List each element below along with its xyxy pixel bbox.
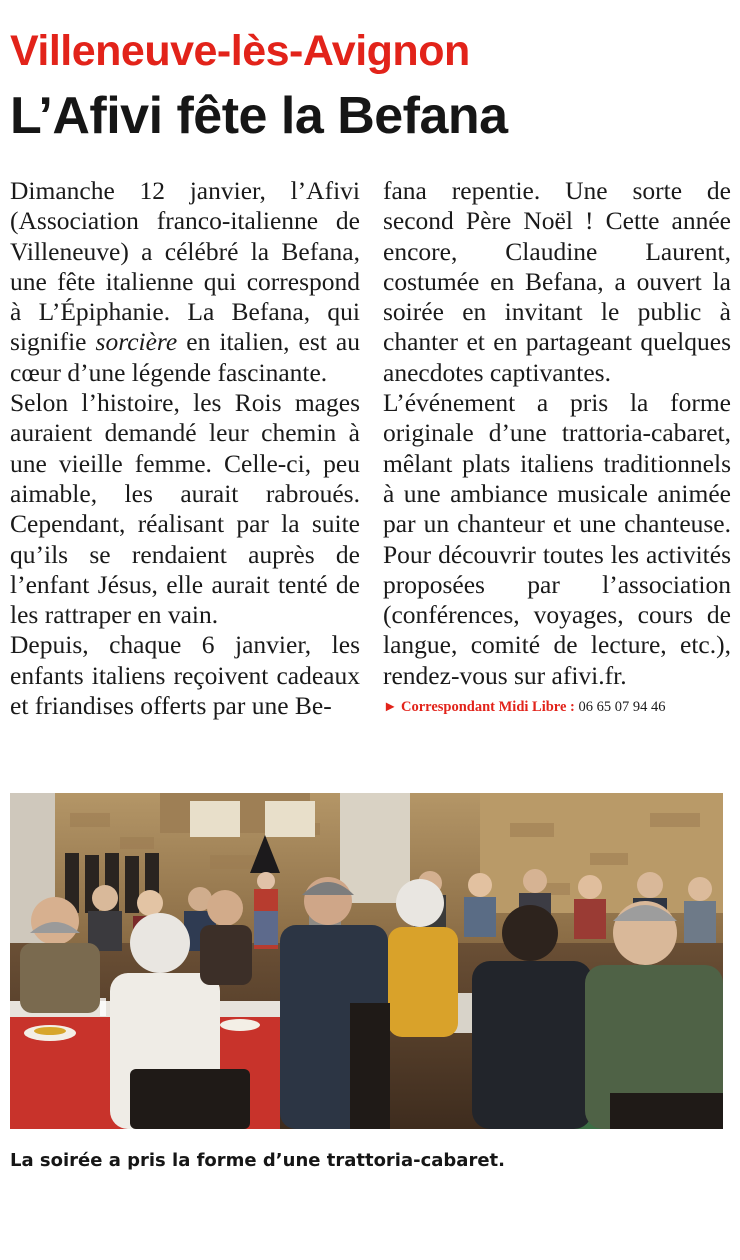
credit-phone: 06 65 07 94 46 bbox=[578, 699, 666, 716]
article-column-right bbox=[383, 176, 731, 717]
event-photo-illustration bbox=[10, 793, 723, 1129]
triangle-marker-icon: ► bbox=[383, 699, 398, 716]
correspondent-credit bbox=[383, 697, 731, 717]
article-paragraph: fana repentie. Une sorte de second Père Noël ! Cette année encore, Claudine Laurent, costumée en Befana, a ouvert la soirée en invitant le public à chanter et en partageant quelques anecdotes captivantes. bbox=[383, 176, 731, 387]
article-column-left bbox=[10, 176, 360, 721]
photo-caption: La soirée a pris la forme d’une trattoria-cabaret. bbox=[10, 1150, 505, 1171]
event-photo bbox=[10, 793, 723, 1129]
article-paragraph: L’événement a pris la forme originale d’une trattoria-cabaret, mêlant plats italiens traditionnels à une ambiance musicale animée par un chanteur et une chanteuse. Pour découvrir toutes les activités proposées par l’association (conférences, voyages, cours de langue, comité de lecture, etc.), rendez-vous sur afivi.fr. bbox=[383, 388, 731, 690]
article-paragraph: Depuis, chaque 6 janvier, les enfants italiens reçoivent cadeaux et friandises offerts par une Be- bbox=[10, 630, 360, 721]
article-paragraph: Selon l’histoire, les Rois mages auraient demandé leur chemin à une vieille femme. Celle-ci, peu aimable, les aurait rabroués. Cependant, réalisant par la suite qu’ils se rendaient auprès de l’enfant Jésus, elle aurait tenté de les rattraper en vain. bbox=[10, 388, 360, 630]
emphasis-word: sorcière bbox=[95, 327, 178, 357]
article-paragraph: Dimanche 12 janvier, l’Afivi (Association franco-italienne de Villeneuve) a célébré la Befana, une fête italienne qui correspond à L’Épiphanie. La Befana, qui signifie sorcière en italien, est au cœur d’une légende fascinante. bbox=[10, 176, 360, 387]
article-headline: L’Afivi fête la Befana bbox=[10, 87, 508, 145]
credit-label: Correspondant Midi Libre : bbox=[400, 699, 575, 716]
article-kicker: Villeneuve-lès-Avignon bbox=[10, 27, 470, 75]
